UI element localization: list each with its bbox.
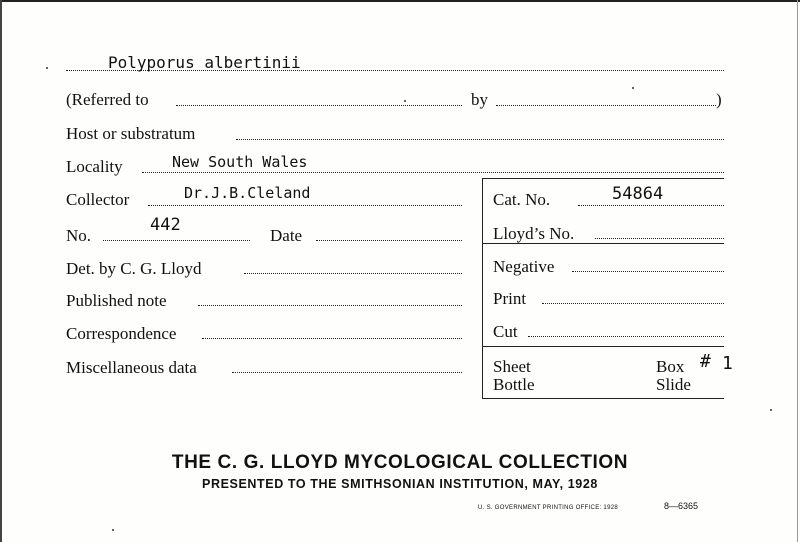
presented-line: PRESENTED TO THE SMITHSONIAN INSTITUTION, MAY, 1928: [202, 477, 598, 491]
correspondence-line: [202, 338, 462, 339]
printing-office: U. S. GOVERNMENT PRINTING OFFICE: 1928: [478, 505, 618, 511]
box-hash: #: [700, 351, 711, 372]
box-bottom-rule: [482, 398, 724, 399]
collector-line: [148, 205, 462, 206]
det-by-line: [244, 273, 462, 274]
no-value: 442: [150, 215, 181, 235]
cut-line: [528, 336, 724, 337]
negative-label: Negative: [493, 257, 555, 276]
date-label: Date: [270, 226, 303, 245]
cut-rule: [482, 346, 724, 347]
host-line: [236, 139, 724, 140]
close-paren: ): [716, 90, 722, 109]
cut-label: Cut: [493, 322, 518, 341]
published-note-label: Published note: [66, 291, 167, 310]
cat-no-value: 54864: [612, 184, 664, 204]
det-by-label: Det. by C. G. Lloyd: [66, 259, 202, 278]
scan-speck: [112, 529, 114, 531]
by-label: by: [471, 90, 488, 109]
sheet-label: Sheet: [493, 357, 531, 376]
locality-value: New South Wales: [172, 153, 308, 171]
box-value: 1: [722, 353, 733, 374]
scan-speck: [46, 67, 48, 69]
species-name: Polyporus albertinii: [108, 53, 301, 72]
print-line: [542, 303, 724, 304]
form-number: 8—6365: [664, 501, 699, 511]
collector-label: Collector: [66, 190, 130, 209]
lloyds-rule: [482, 243, 724, 244]
card-top-edge: [0, 0, 800, 2]
collection-title: THE C. G. LLOYD MYCOLOGICAL COLLECTION: [171, 452, 629, 473]
published-note-line: [198, 305, 462, 306]
date-line: [316, 240, 462, 241]
no-line: [103, 240, 250, 241]
misc-data-label: Miscellaneous data: [66, 358, 197, 377]
box-label: Box: [656, 357, 685, 376]
scan-speck: [770, 409, 772, 411]
host-label: Host or substratum: [66, 124, 196, 143]
species-line: [66, 70, 724, 71]
lloyds-no-line: [595, 238, 724, 239]
cat-no-label: Cat. No.: [493, 190, 551, 209]
no-label: No.: [66, 226, 92, 245]
locality-label: Locality: [66, 157, 123, 176]
negative-line: [572, 271, 724, 272]
bottle-label: Bottle: [493, 375, 535, 394]
collector-value: Dr.J.B.Cleland: [184, 184, 311, 202]
misc-data-line: [232, 372, 462, 373]
correspondence-label: Correspondence: [66, 324, 177, 343]
print-label: Print: [493, 289, 527, 308]
locality-line: [142, 172, 724, 173]
referred-to-label: (Referred to: [66, 90, 149, 109]
box-left-rule: [482, 178, 483, 398]
scan-speck: [632, 87, 634, 89]
by-line: [496, 105, 716, 106]
lloyds-no-label: Lloyd’s No.: [493, 224, 575, 243]
slide-label: Slide: [656, 375, 691, 394]
referred-to-line: [176, 105, 462, 106]
box-top-rule: [482, 178, 724, 179]
cat-no-line: [578, 205, 724, 206]
scan-speck: [404, 100, 406, 102]
